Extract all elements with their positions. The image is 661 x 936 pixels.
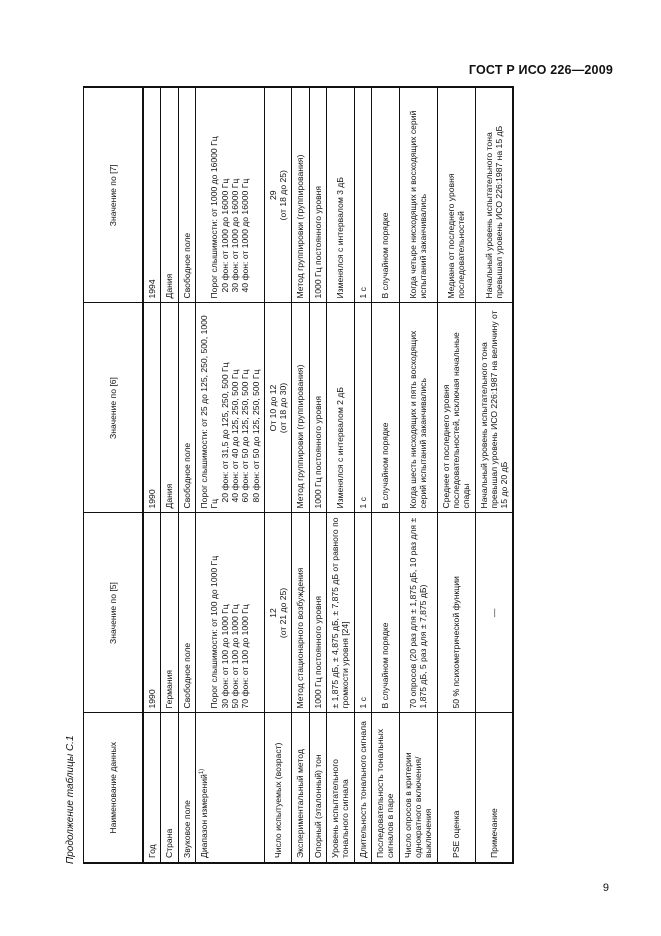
table-row-test-level	[327, 87, 355, 863]
cell-ref5: Германия	[161, 513, 178, 713]
cell-ref5: Свободное поле	[178, 513, 195, 713]
cell-ref6: 1000 Гц постоянного уровня	[309, 303, 326, 513]
range-line: 30 фон: от 1000 до 16000 Гц	[229, 178, 240, 293]
cell-ref6	[195, 303, 264, 513]
cell-ref6: Метод группировки (группирования)	[292, 303, 309, 513]
cell-ref7: Начальный уровень испытательного тона превышал уровень ИСО 226:1987 на 15 дБ	[475, 87, 513, 303]
table-row-range	[195, 87, 264, 863]
col-header-ref5: Значение по [5]	[84, 513, 144, 713]
range-line: 40 фон: от 40 до 125, 250, 500 Гц	[229, 369, 240, 503]
range-line: 60 фон: от 50 до 125, 250, 500 Гц	[240, 369, 251, 503]
table-row-year	[143, 87, 161, 863]
cell-ref7: 1000 Гц постоянного уровня	[309, 87, 326, 303]
row-label	[195, 713, 264, 863]
range-line: Порог слышимости: от 25 до 125, 250, 500, 1000 Гц	[198, 315, 220, 509]
count: От 10 до 12	[267, 384, 278, 432]
row-label: Последовательность тональных сигналов в паре	[372, 713, 400, 863]
cell-ref6: Начальный уровень испытательного тона превышал уровень ИСО 226:1987 на величину от 15 до 20 дБ	[475, 303, 513, 513]
cell-ref5: —	[475, 513, 513, 713]
page-number: 9	[602, 882, 609, 894]
range-line: 20 фон: от 31,5 до 125, 250, 500 Гц	[219, 362, 230, 503]
table-row-pse	[437, 87, 475, 863]
cell-ref5: 1000 Гц постоянного уровня	[309, 513, 326, 713]
cell-ref5	[195, 513, 264, 713]
cell-ref5: 1990	[143, 513, 161, 713]
row-label: Уровень испытательного тонального сигнала	[327, 713, 355, 863]
cell-ref5: 50 % психометрической функции	[437, 513, 475, 713]
row-label: Длительность тонального сигнала	[354, 713, 371, 863]
cell-ref6	[264, 303, 292, 513]
cell-ref5: Метод стационарного возбуждения	[292, 513, 309, 713]
cell-ref5: 1 с	[354, 513, 371, 713]
range-line: Порог слышимости: от 100 до 1000 Гц	[209, 555, 220, 709]
age-range: (от 21 до 25)	[278, 587, 289, 639]
row-label: Примечание	[475, 713, 513, 863]
range-line: 20 фон: от 1000 до 16000 Гц	[219, 178, 230, 293]
comparison-table	[83, 86, 514, 864]
col-header-name: Наименование данных	[84, 713, 144, 863]
cell-ref7: Когда четыре нисходящих и восходящих серий испытаний заканчивались	[399, 87, 437, 303]
cell-ref7: В случайном порядке	[372, 87, 400, 303]
col-header-ref7: Значение по [7]	[84, 87, 144, 303]
cell-ref6: 1990	[143, 303, 161, 513]
table-row-reference-tone	[309, 87, 326, 863]
document-header: ГОСТ Р ИСО 226—2009	[468, 63, 613, 77]
count: 12	[267, 608, 278, 618]
range-line: 50 фон: от 100 до 1000 Гц	[229, 604, 240, 709]
range-line: 80 фон: от 50 до 125, 250, 500 Гц	[250, 369, 261, 503]
cell-ref7: Медиана от последнего уровня последовательностей	[437, 87, 475, 303]
cell-ref7	[195, 87, 264, 303]
cell-ref7: Дания	[161, 87, 178, 303]
age-range: (от 18 до 30)	[278, 382, 289, 434]
cell-ref7	[264, 87, 292, 303]
table-header-row	[84, 87, 144, 863]
table-row-trials	[399, 87, 437, 863]
cell-ref6: Изменялся с интервалом 2 дБ	[327, 303, 355, 513]
row-label: Число опросов в критерии однократного включения/выключения	[399, 713, 437, 863]
count: 29	[267, 190, 278, 201]
table-row-country	[161, 87, 178, 863]
range-line: 30 фон: от 100 до 1000 Гц	[219, 604, 230, 709]
table-row-note	[475, 87, 513, 863]
row-label: Звуковое поле	[178, 713, 195, 863]
table-row-sequence	[372, 87, 400, 863]
row-label: Страна	[161, 713, 178, 863]
row-label: PSE оценка	[437, 713, 475, 863]
cell-ref6: 1 с	[354, 303, 371, 513]
table-row-duration	[354, 87, 371, 863]
table-row-sound-field	[178, 87, 195, 863]
cell-ref5	[264, 513, 292, 713]
row-label-text: Диапазон измерений	[198, 774, 209, 858]
row-label: Экспериментальный метод	[292, 713, 309, 863]
table-row-method	[292, 87, 309, 863]
cell-ref7: Изменялся с интервалом 3 дБ	[327, 87, 355, 303]
range-line: 40 фон: от 1000 до 16000 Гц	[240, 178, 251, 293]
range-line: 70 фон: от 100 до 1000 Гц	[240, 604, 251, 709]
range-line: Порог слышимости: от 1000 до 16000 Гц	[209, 136, 220, 299]
cell-ref6: Дания	[161, 303, 178, 513]
row-label: Год	[143, 713, 161, 863]
row-label: Число испытуемых (возраст)	[264, 713, 292, 863]
row-label: Опорный (эталонный) тон	[309, 713, 326, 863]
table-row-subjects	[264, 87, 292, 863]
cell-ref6: Свободное поле	[178, 303, 195, 513]
table-caption: Продолжение таблицы С.1	[65, 735, 76, 864]
age-range: (от 18 до 25)	[278, 170, 289, 221]
cell-ref7: Метод группировки (группирования)	[292, 87, 309, 303]
cell-ref6: Когда шесть нисходящих и пять восходящих серий испытаний заканчивались	[399, 303, 437, 513]
footnote-mark: 1)	[199, 768, 206, 775]
cell-ref7: Свободное поле	[178, 87, 195, 303]
cell-ref6: В случайном порядке	[372, 303, 400, 513]
cell-ref5: ± 1,875 дБ, ± 4,875 дБ, ± 7,875 дБ от равного по громкости уровня [24]	[327, 513, 355, 713]
cell-ref5: В случайном порядке	[372, 513, 400, 713]
col-header-ref6: Значение по [6]	[84, 303, 144, 513]
rotated-table-container	[65, 88, 575, 864]
cell-ref6: Среднее от последнего уровня последовательностей, исключая начальные спады	[437, 303, 475, 513]
cell-ref7: 1994	[143, 87, 161, 303]
cell-ref7: 1 с	[354, 87, 371, 303]
cell-ref5: 70 опросов (20 раз для ± 1,875 дБ, 10 раз для ± 1,875 дБ, 5 раз для ± 7,875 дБ)	[399, 513, 437, 713]
